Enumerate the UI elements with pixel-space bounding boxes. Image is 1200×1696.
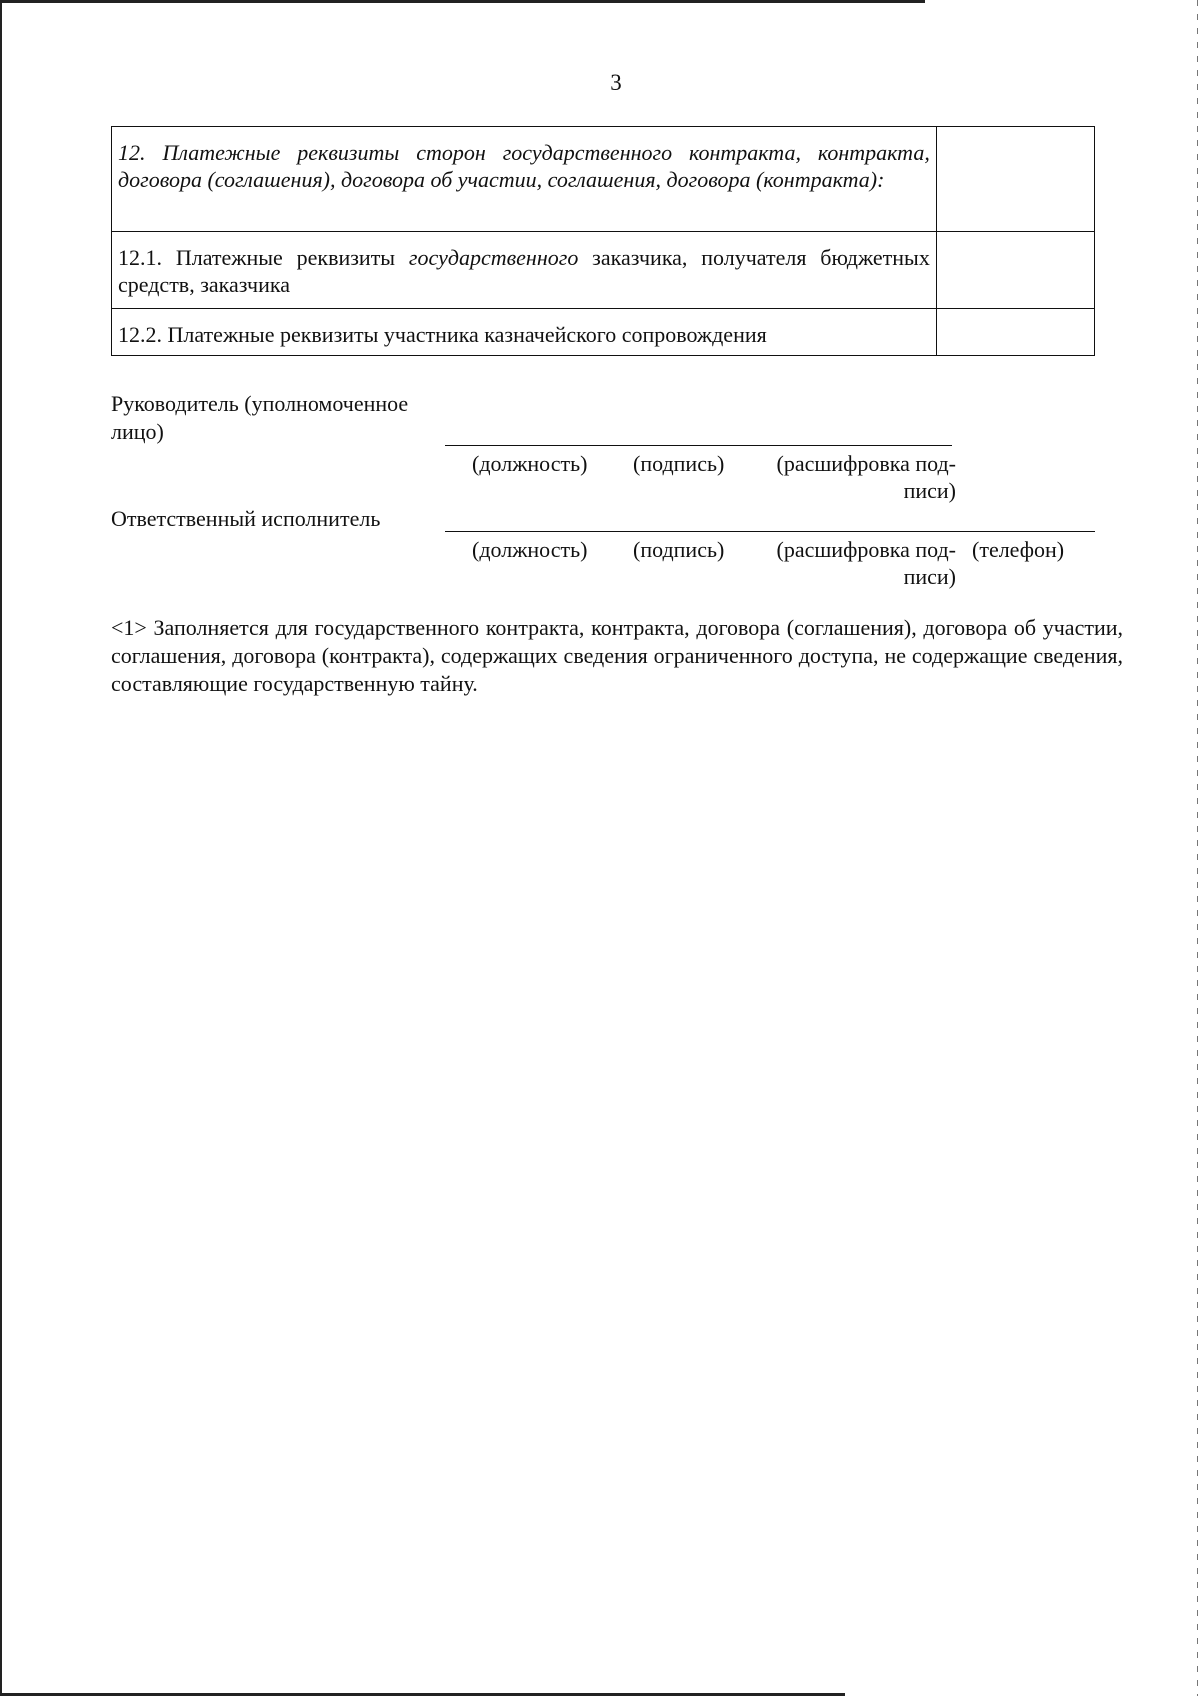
table-row bbox=[112, 232, 1095, 309]
scan-edge-top bbox=[0, 0, 925, 3]
head-position-caption: (должность) bbox=[472, 451, 588, 476]
head-decoding-caption: (расшифровка под- писи) bbox=[776, 451, 956, 503]
table-cell-12-value[interactable] bbox=[936, 127, 1094, 232]
executor-signature-label: Ответственный исполнитель bbox=[111, 506, 381, 531]
row-12-1-text-after: заказчика, получателя бюджетных средств, заказчика bbox=[118, 245, 930, 297]
table-row bbox=[112, 309, 1095, 356]
table-cell-12-2-value[interactable] bbox=[936, 309, 1094, 356]
payment-requisites-table bbox=[111, 126, 1095, 356]
row-12-1-text-before: 12.1. Платежные реквизиты bbox=[118, 245, 409, 270]
executor-signature-caption: (подпись) bbox=[633, 537, 725, 562]
table-cell-12-1-value[interactable] bbox=[936, 232, 1094, 309]
head-signature-line[interactable] bbox=[445, 445, 952, 446]
executor-phone-caption: (телефон) bbox=[972, 537, 1065, 562]
scan-edge-right bbox=[1197, 0, 1198, 1696]
executor-position-caption: (должность) bbox=[472, 537, 588, 562]
footnote: <1> Заполняется для государственного контракта, контракта, договора (соглашения), договора об участии, соглашения, договора (контракта), содержащих сведения ограниченного доступа, не содержащие сведения, составляющие государственную тайну. bbox=[111, 615, 1123, 696]
table-cell-12-1-text bbox=[112, 232, 937, 309]
scan-edge-left bbox=[0, 0, 2, 1696]
page-number: 3 bbox=[610, 70, 622, 95]
table-cell-12-text: 12. Платежные реквизиты сторон государственного контракта, контракта, договора (соглашения), договора об участии, соглашения, договора (контракта): bbox=[112, 127, 937, 232]
head-signature-caption: (подпись) bbox=[633, 451, 725, 476]
table-row bbox=[112, 127, 1095, 232]
table-cell-12-2-text: 12.2. Платежные реквизиты участника казначейского сопровождения bbox=[112, 309, 937, 356]
head-signature-label: Руководитель (уполномоченное лицо) bbox=[111, 391, 409, 444]
executor-signature-line[interactable] bbox=[445, 531, 1095, 532]
executor-decoding-caption: (расшифровка под- писи) bbox=[776, 537, 956, 589]
row-12-1-text-italic: государственного bbox=[408, 245, 579, 270]
